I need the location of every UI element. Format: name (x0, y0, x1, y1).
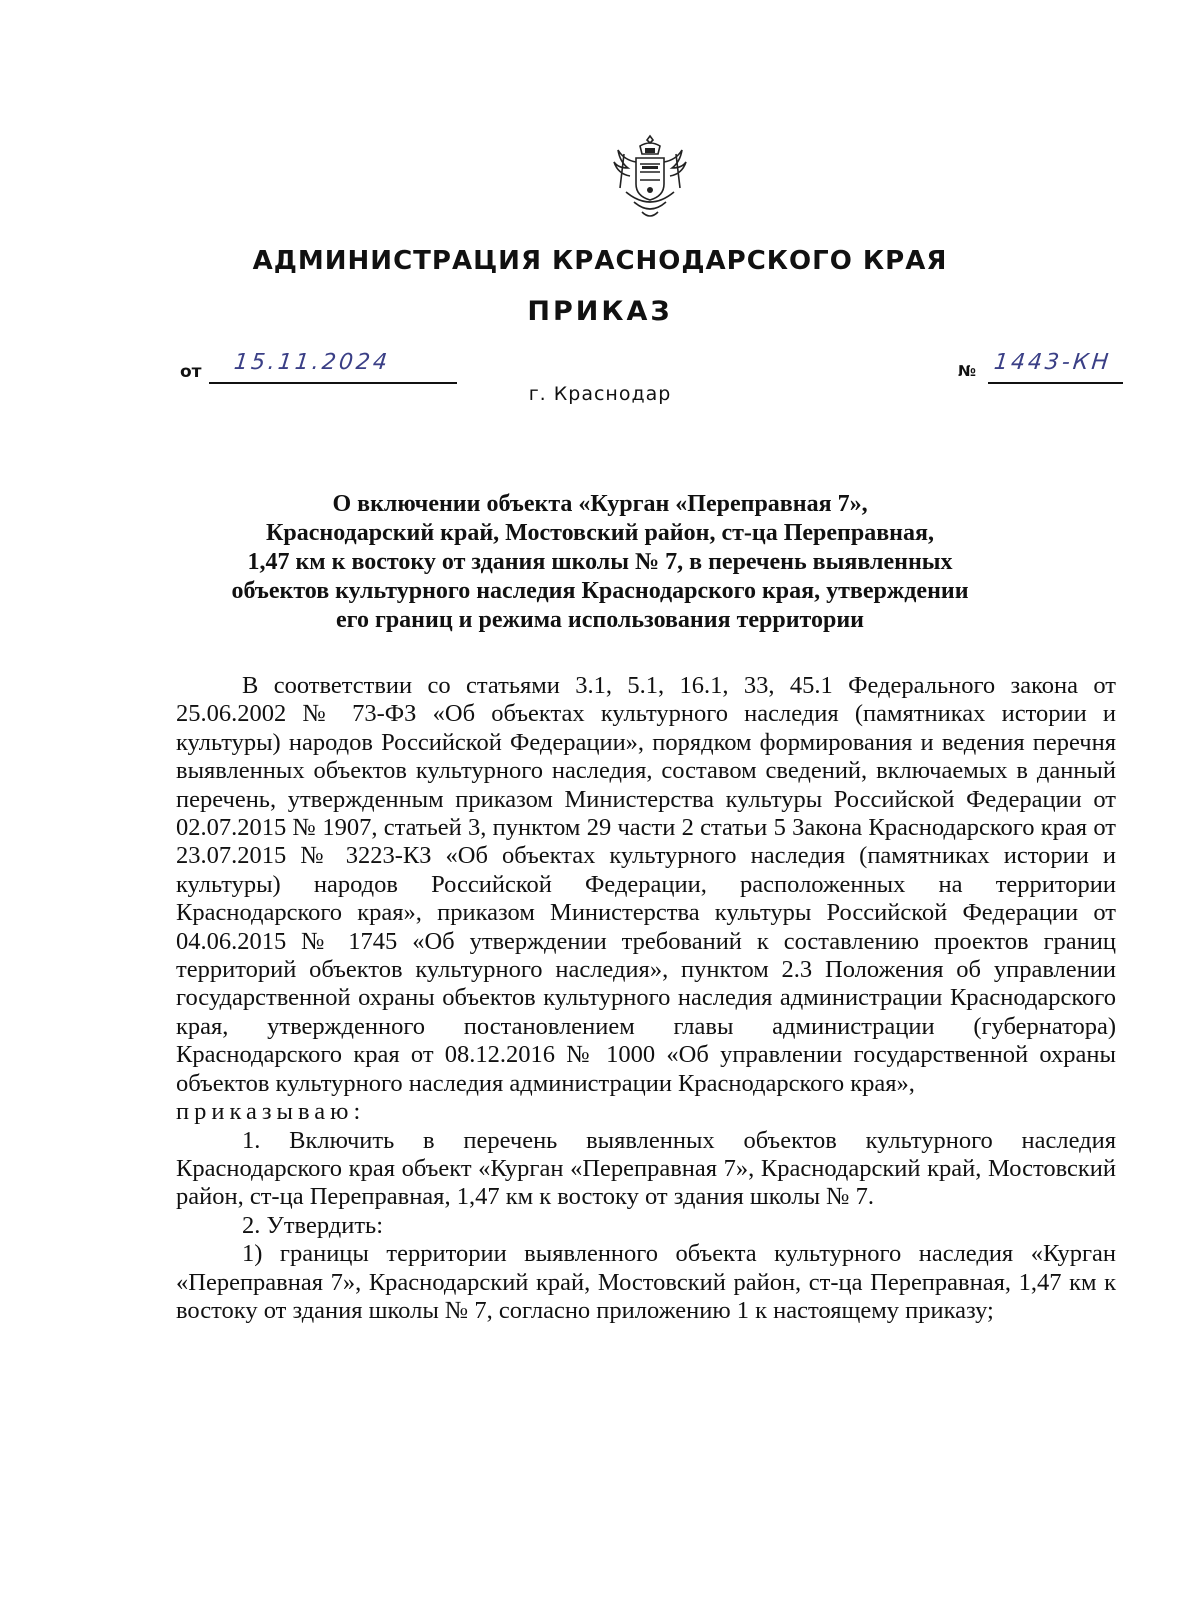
title-line: его границ и режима использования территории (335, 607, 865, 633)
document-body (176, 672, 1116, 1325)
order-word: приказываю: (176, 1098, 366, 1126)
item-1-paragraph: 1. Включить в перечень выявленных объектов культурного наследия Краснодарского края объект «Курган «Переправная 7», Краснодарский край, Мостовский район, ст-ца Переправная, 1,47 км к востоку от здания школы № 7. (176, 1126, 1116, 1211)
organization-name: АДМИНИСТРАЦИЯ КРАСНОДАРСКОГО КРАЯ (252, 246, 948, 276)
document-type: ПРИКАЗ (527, 296, 673, 327)
number-value: 1443-КН (992, 350, 1113, 375)
title-line: О включении объекта «Курган «Переправная 7», (332, 491, 868, 517)
title-line: Краснодарский край, Мостовский район, ст-ца Переправная, (266, 520, 934, 546)
title-line: объектов культурного наследия Краснодарского края, утверждении (231, 578, 969, 604)
coat-of-arms-icon (612, 132, 688, 228)
title-line: 1,47 км к востоку от здания школы № 7, в перечень выявленных (247, 549, 953, 575)
city: г. Краснодар (528, 383, 672, 405)
preamble-paragraph: В соответствии со статьями 3.1, 5.1, 16.1, 33, 45.1 Федерального закона от 25.06.2002 № 73-ФЗ «Об объектах культурного наследия (памятниках истории и культуры) народов Российской Федерации», порядком формирования и ведения перечня выявленных объектов культурного наследия, составом сведений, включаемых в данный перечень, утвержденным приказом Министерства культуры Российской Федерации от 02.07.2015 № 1907, статьей 3, пунктом 29 части 2 статьи 5 Закона Краснодарского края от 23.07.2015 № 3223-КЗ «Об объектах культурного наследия (памятниках истории и культуры) народов Российской Федерации, расположенных на территории Краснодарского края», приказом Министерства культуры Российской Федерации от 04.06.2015 № 1745 «Об утверждении требований к составлению проектов границ территорий объектов культурного наследия», пунктом 2.3 Положения об управлении государственной охраны объектов культурного наследия администрации Краснодарского края, утвержденного постановлением главы администрации (губернатора) Краснодарского края от 08.12.2016 № 1000 «Об управлении государственной охраны объектов культурного наследия администрации Краснодарского края», (176, 672, 1116, 1097)
document-title (160, 490, 1040, 635)
date-label: от (180, 362, 202, 382)
item-2-1-paragraph: 1) границы территории выявленного объекта культурного наследия «Курган «Переправная 7», Краснодарский край, Мостовский район, ст-ца Переправная, 1,47 км к востоку от здания школы № 7, согласно приложению 1 к настоящему приказу; (176, 1240, 1116, 1324)
item-2-paragraph: 2. Утвердить: (242, 1211, 384, 1239)
number-label: № (958, 362, 977, 380)
date-value: 15.11.2024 (232, 350, 392, 375)
